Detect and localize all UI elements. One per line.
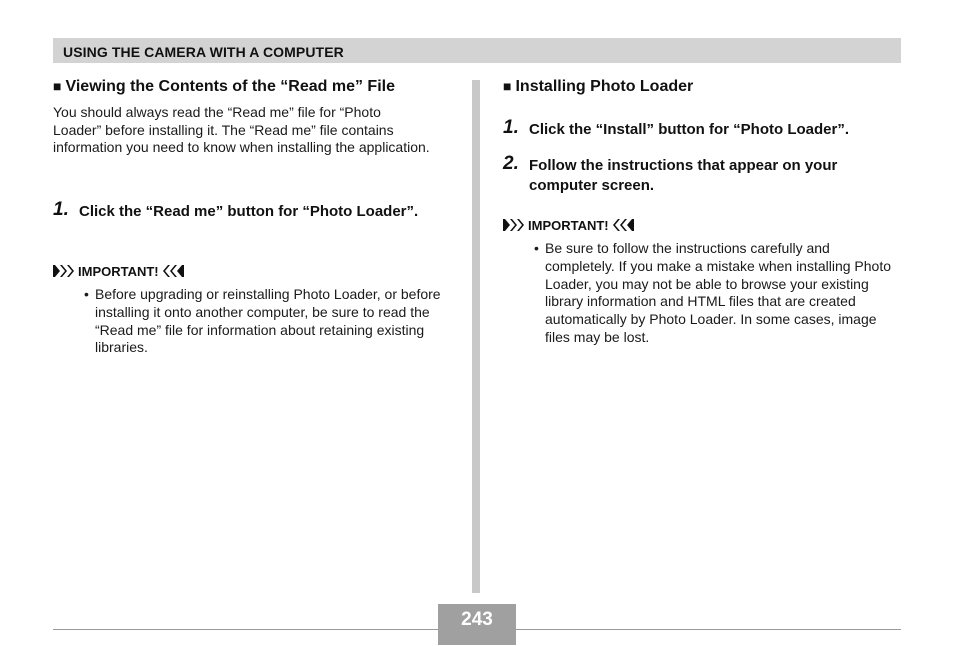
page-number-box	[438, 604, 516, 645]
step-text: Follow the instructions that appear on your computer screen.	[529, 157, 838, 194]
bullet-text: Before upgrading or reinstalling Photo Loader, or before installing it onto another computer, be sure to read the “Read me” file for information about retaining existing libraries.	[95, 286, 441, 356]
triple-left-arrow-icon	[613, 218, 635, 232]
heading-square-marker: ■	[503, 78, 512, 94]
left-important-label	[53, 263, 185, 279]
step-text: Click the “Install” button for “Photo Loader”.	[529, 121, 850, 138]
section-header-title: USING THE CAMERA WITH A COMPUTER	[63, 44, 344, 60]
important-label-text: IMPORTANT!	[528, 217, 609, 233]
right-important-bullet	[534, 240, 896, 347]
left-intro-paragraph: You should always read the “Read me” file for “Photo Loader” before installing it. The “Read me” file contains information you need to know when installing the application.	[53, 104, 430, 156]
left-important-bullet	[84, 286, 446, 357]
step-number: 1.	[53, 199, 69, 220]
left-section-heading	[53, 78, 395, 96]
bullet-text: Be sure to follow the instructions carefully and completely. If you make a mistake when installing Photo Loader, you may not be able to browse your existing library information and HTML files that are created automatically by Photo Loader. In some cases, image files may be lost.	[545, 240, 892, 345]
section-header-bar	[53, 38, 901, 63]
step-number: 2.	[503, 153, 519, 174]
page-number: 243	[461, 609, 493, 630]
step-text: Click the “Read me” button for “Photo Loader”.	[79, 203, 419, 220]
important-label-text: IMPORTANT!	[78, 263, 159, 279]
step-number: 1.	[503, 117, 519, 138]
triple-left-arrow-icon	[163, 264, 185, 278]
triple-right-arrow-icon	[503, 218, 525, 232]
right-heading-text: Installing Photo Loader	[515, 78, 694, 95]
left-heading-text: Viewing the Contents of the “Read me” File	[65, 78, 395, 95]
bullet-dot: •	[534, 240, 539, 256]
heading-square-marker: ■	[53, 78, 62, 94]
right-important-label	[503, 217, 635, 233]
bullet-dot: •	[84, 286, 89, 302]
triple-right-arrow-icon	[53, 264, 75, 278]
column-divider	[472, 80, 480, 593]
right-section-heading	[503, 78, 693, 96]
